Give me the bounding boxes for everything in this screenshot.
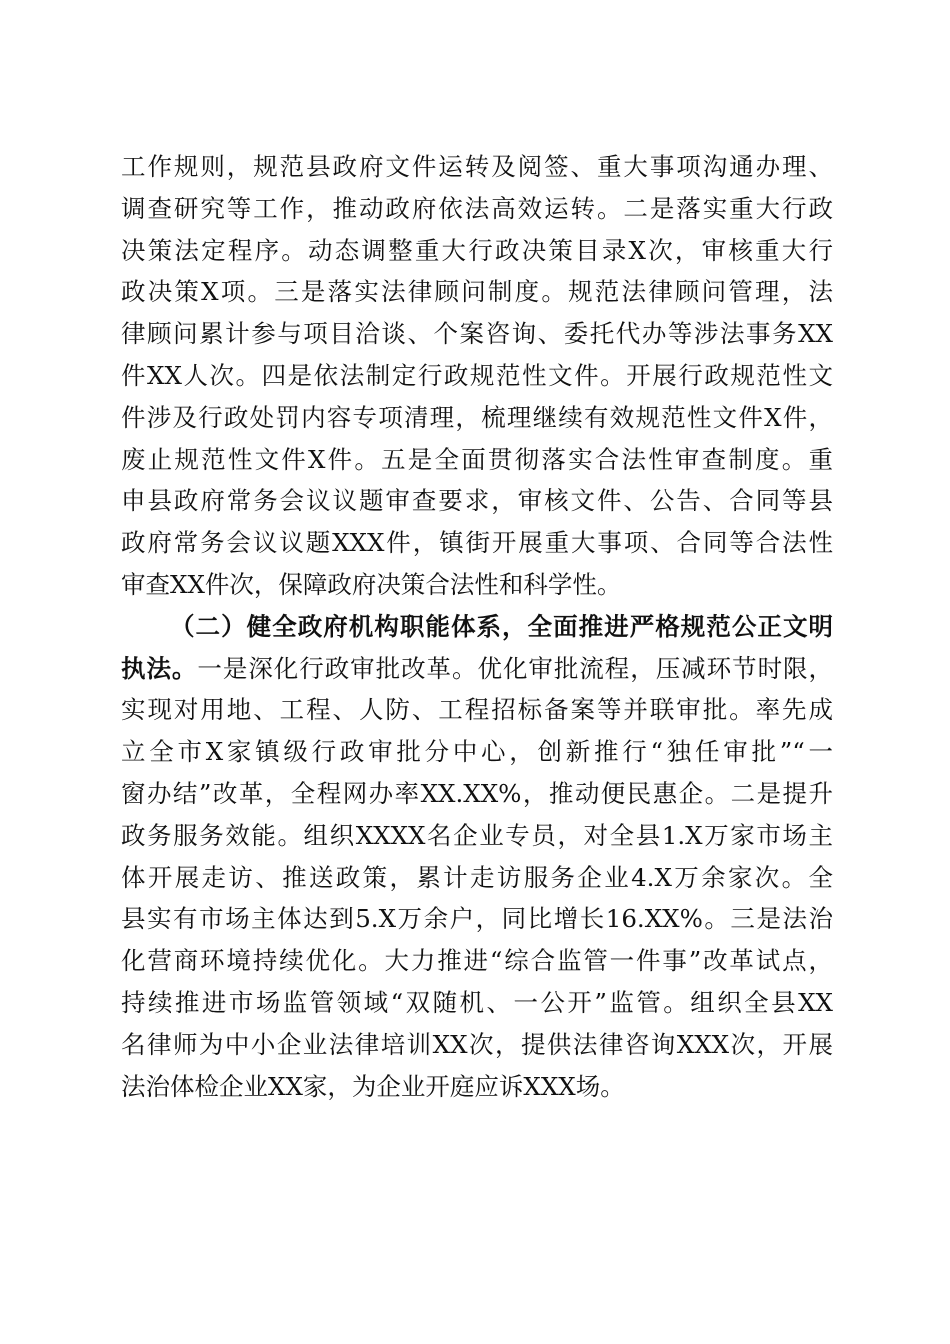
paragraph-1-line: 废止规范性文件X件。五是全面贯彻落实合法性审查制度。重 xyxy=(121,444,833,474)
document-body xyxy=(121,146,833,1107)
paragraph-1-line: 件XX人次。四是依法制定行政规范性文件。开展行政规范性文 xyxy=(121,360,833,390)
paragraph-2-line: 县实有市场主体达到5.X万余户，同比增长16.XX%。三是法治 xyxy=(121,904,833,934)
paragraph-1-line: 政决策X项。三是落实法律顾问制度。规范法律顾问管理，法 xyxy=(121,277,833,307)
paragraph-2-line: 化营商环境持续优化。大力推进“综合监管一件事”改革试点， xyxy=(121,946,833,976)
paragraph-1-line: 件涉及行政处罚内容专项清理，梳理继续有效规范性文件X件， xyxy=(121,402,833,432)
paragraph-2-line: 持续推进市场监管领域“双随机、一公开”监管。组织全县XX xyxy=(121,987,833,1017)
paragraph-1 xyxy=(121,146,833,606)
paragraph-1-line: 调查研究等工作，推动政府依法高效运转。二是落实重大行政 xyxy=(121,193,833,223)
paragraph-2-line: 窗办结”改革，全程网办率XX.XX%，推动便民惠企。二是提升 xyxy=(121,778,833,808)
paragraph-2-line: 立全市X家镇级行政审批分中心，创新推行“独任审批”“一 xyxy=(121,737,833,767)
paragraph-1-line: 工作规则，规范县政府文件运转及阅签、重大事项沟通办理、 xyxy=(121,152,833,181)
paragraph-1-line: 政府常务会议议题XXX件，镇街开展重大事项、合同等合法性 xyxy=(121,528,833,558)
paragraph-1-line: 决策法定程序。动态调整重大行政决策目录X次，审核重大行 xyxy=(121,235,833,265)
paragraph-1-line: 申县政府常务会议议题审查要求，审核文件、公告、合同等县 xyxy=(121,486,833,516)
paragraph-2-line: 名律师为中小企业法律培训XX次，提供法律咨询XXX次，开展 xyxy=(121,1029,833,1059)
paragraph-2-line: 体开展走访、推送政策，累计走访服务企业4.X万余家次。全 xyxy=(121,862,833,892)
section-heading-end: 执法。 xyxy=(121,653,198,683)
paragraph-2-line-text: 一是深化行政审批改革。优化审批流程，压减环节时限， xyxy=(197,653,833,683)
paragraph-2-line xyxy=(121,648,833,690)
paragraph-1-line: 律顾问累计参与项目洽谈、个案咨询、委托代办等涉法事务XX xyxy=(121,319,833,349)
paragraph-1-line: 审查XX件次，保障政府决策合法性和科学性。 xyxy=(121,569,622,599)
paragraph-2 xyxy=(121,606,833,1108)
section-heading: （二）健全政府机构职能体系，全面推进严格规范公正文明 xyxy=(170,611,833,641)
paragraph-2-line: 政务服务效能。组织XXXX名企业专员，对全县1.X万家市场主 xyxy=(121,820,833,850)
paragraph-2-line: 实现对用地、工程、人防、工程招标备案等并联审批。率先成 xyxy=(121,695,833,725)
paragraph-2-line: 法治体检企业XX家，为企业开庭应诉XXX场。 xyxy=(121,1071,625,1101)
